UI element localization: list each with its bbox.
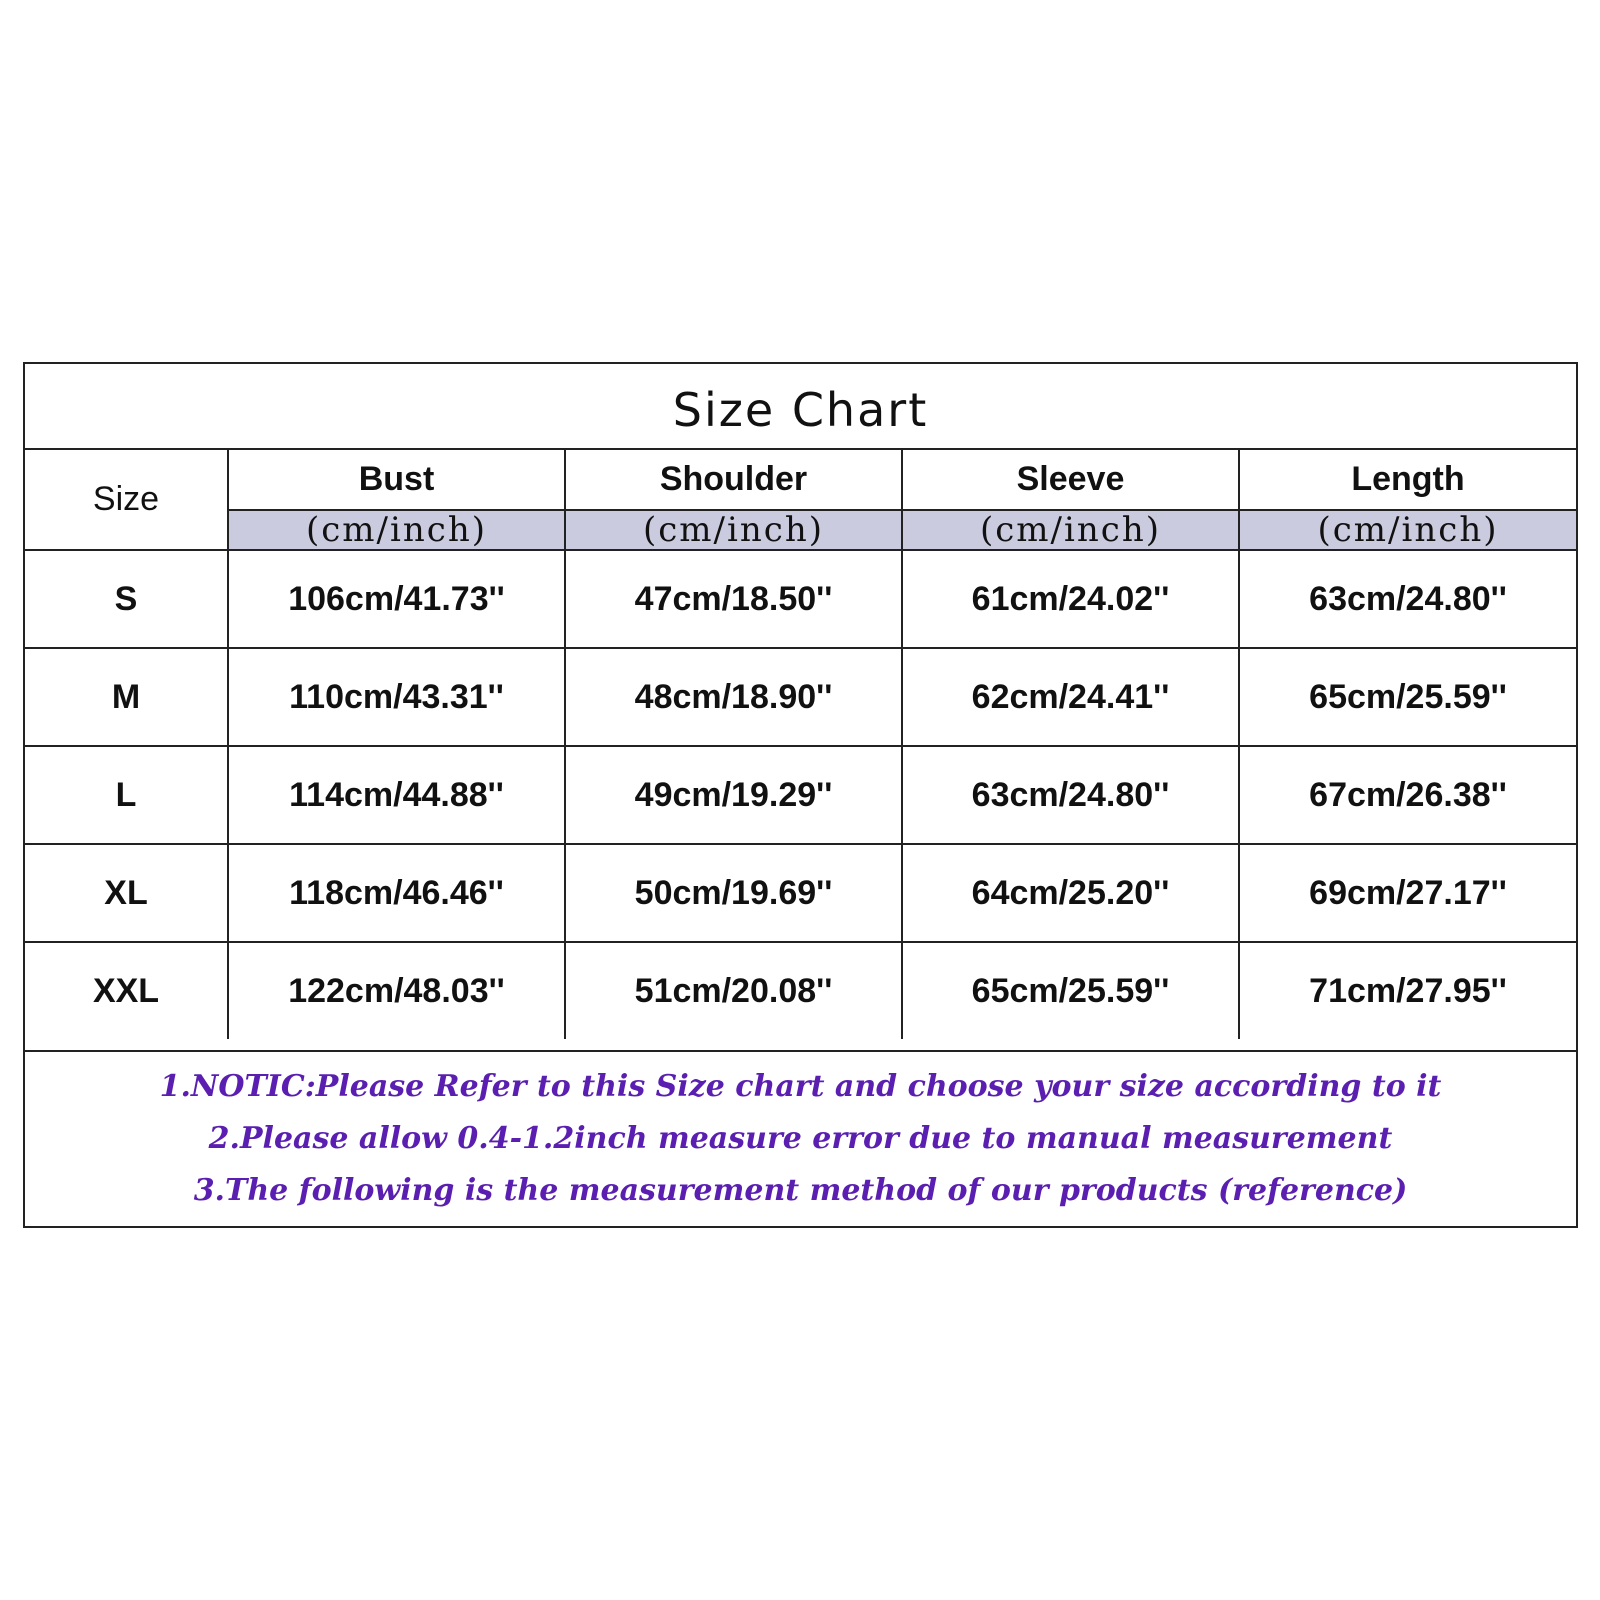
length-cell: 63cm/24.80'' bbox=[1239, 550, 1576, 648]
shoulder-cell: 50cm/19.69'' bbox=[565, 844, 902, 942]
size-table bbox=[25, 450, 1576, 1039]
size-cell: XXL bbox=[25, 942, 228, 1039]
unit-sleeve: (cm/inch) bbox=[902, 510, 1239, 550]
table-row bbox=[25, 746, 1576, 844]
length-cell: 67cm/26.38'' bbox=[1239, 746, 1576, 844]
chart-title: Size Chart bbox=[672, 383, 929, 437]
note-3: 3.The following is the measurement method of our products (reference) bbox=[193, 1173, 1408, 1208]
shoulder-cell: 47cm/18.50'' bbox=[565, 550, 902, 648]
header-length: Length bbox=[1239, 450, 1576, 510]
sleeve-cell: 61cm/24.02'' bbox=[902, 550, 1239, 648]
header-bust: Bust bbox=[228, 450, 565, 510]
note-1: 1.NOTIC:Please Refer to this Size chart and choose your size according to it bbox=[159, 1069, 1442, 1104]
unit-length: (cm/inch) bbox=[1239, 510, 1576, 550]
size-cell: L bbox=[25, 746, 228, 844]
bust-cell: 114cm/44.88'' bbox=[228, 746, 565, 844]
table-row bbox=[25, 844, 1576, 942]
sleeve-cell: 64cm/25.20'' bbox=[902, 844, 1239, 942]
unit-shoulder: (cm/inch) bbox=[565, 510, 902, 550]
table-row bbox=[25, 550, 1576, 648]
sleeve-cell: 62cm/24.41'' bbox=[902, 648, 1239, 746]
bust-cell: 118cm/46.46'' bbox=[228, 844, 565, 942]
length-cell: 71cm/27.95'' bbox=[1239, 942, 1576, 1039]
header-size: Size bbox=[25, 450, 228, 550]
header-sleeve: Sleeve bbox=[902, 450, 1239, 510]
sleeve-cell: 63cm/24.80'' bbox=[902, 746, 1239, 844]
bust-cell: 122cm/48.03'' bbox=[228, 942, 565, 1039]
bust-cell: 110cm/43.31'' bbox=[228, 648, 565, 746]
header-shoulder: Shoulder bbox=[565, 450, 902, 510]
sleeve-cell: 65cm/25.59'' bbox=[902, 942, 1239, 1039]
bust-cell: 106cm/41.73'' bbox=[228, 550, 565, 648]
title-row bbox=[25, 364, 1576, 450]
size-chart bbox=[23, 362, 1578, 1228]
unit-row bbox=[25, 510, 1576, 550]
notes-section bbox=[25, 1050, 1576, 1226]
shoulder-cell: 49cm/19.29'' bbox=[565, 746, 902, 844]
length-cell: 69cm/27.17'' bbox=[1239, 844, 1576, 942]
size-cell: XL bbox=[25, 844, 228, 942]
table-row bbox=[25, 942, 1576, 1039]
note-2: 2.Please allow 0.4-1.2inch measure error due to manual measurement bbox=[208, 1121, 1393, 1156]
shoulder-cell: 48cm/18.90'' bbox=[565, 648, 902, 746]
table-row bbox=[25, 648, 1576, 746]
unit-bust: (cm/inch) bbox=[228, 510, 565, 550]
size-cell: S bbox=[25, 550, 228, 648]
length-cell: 65cm/25.59'' bbox=[1239, 648, 1576, 746]
header-row bbox=[25, 450, 1576, 510]
size-cell: M bbox=[25, 648, 228, 746]
shoulder-cell: 51cm/20.08'' bbox=[565, 942, 902, 1039]
